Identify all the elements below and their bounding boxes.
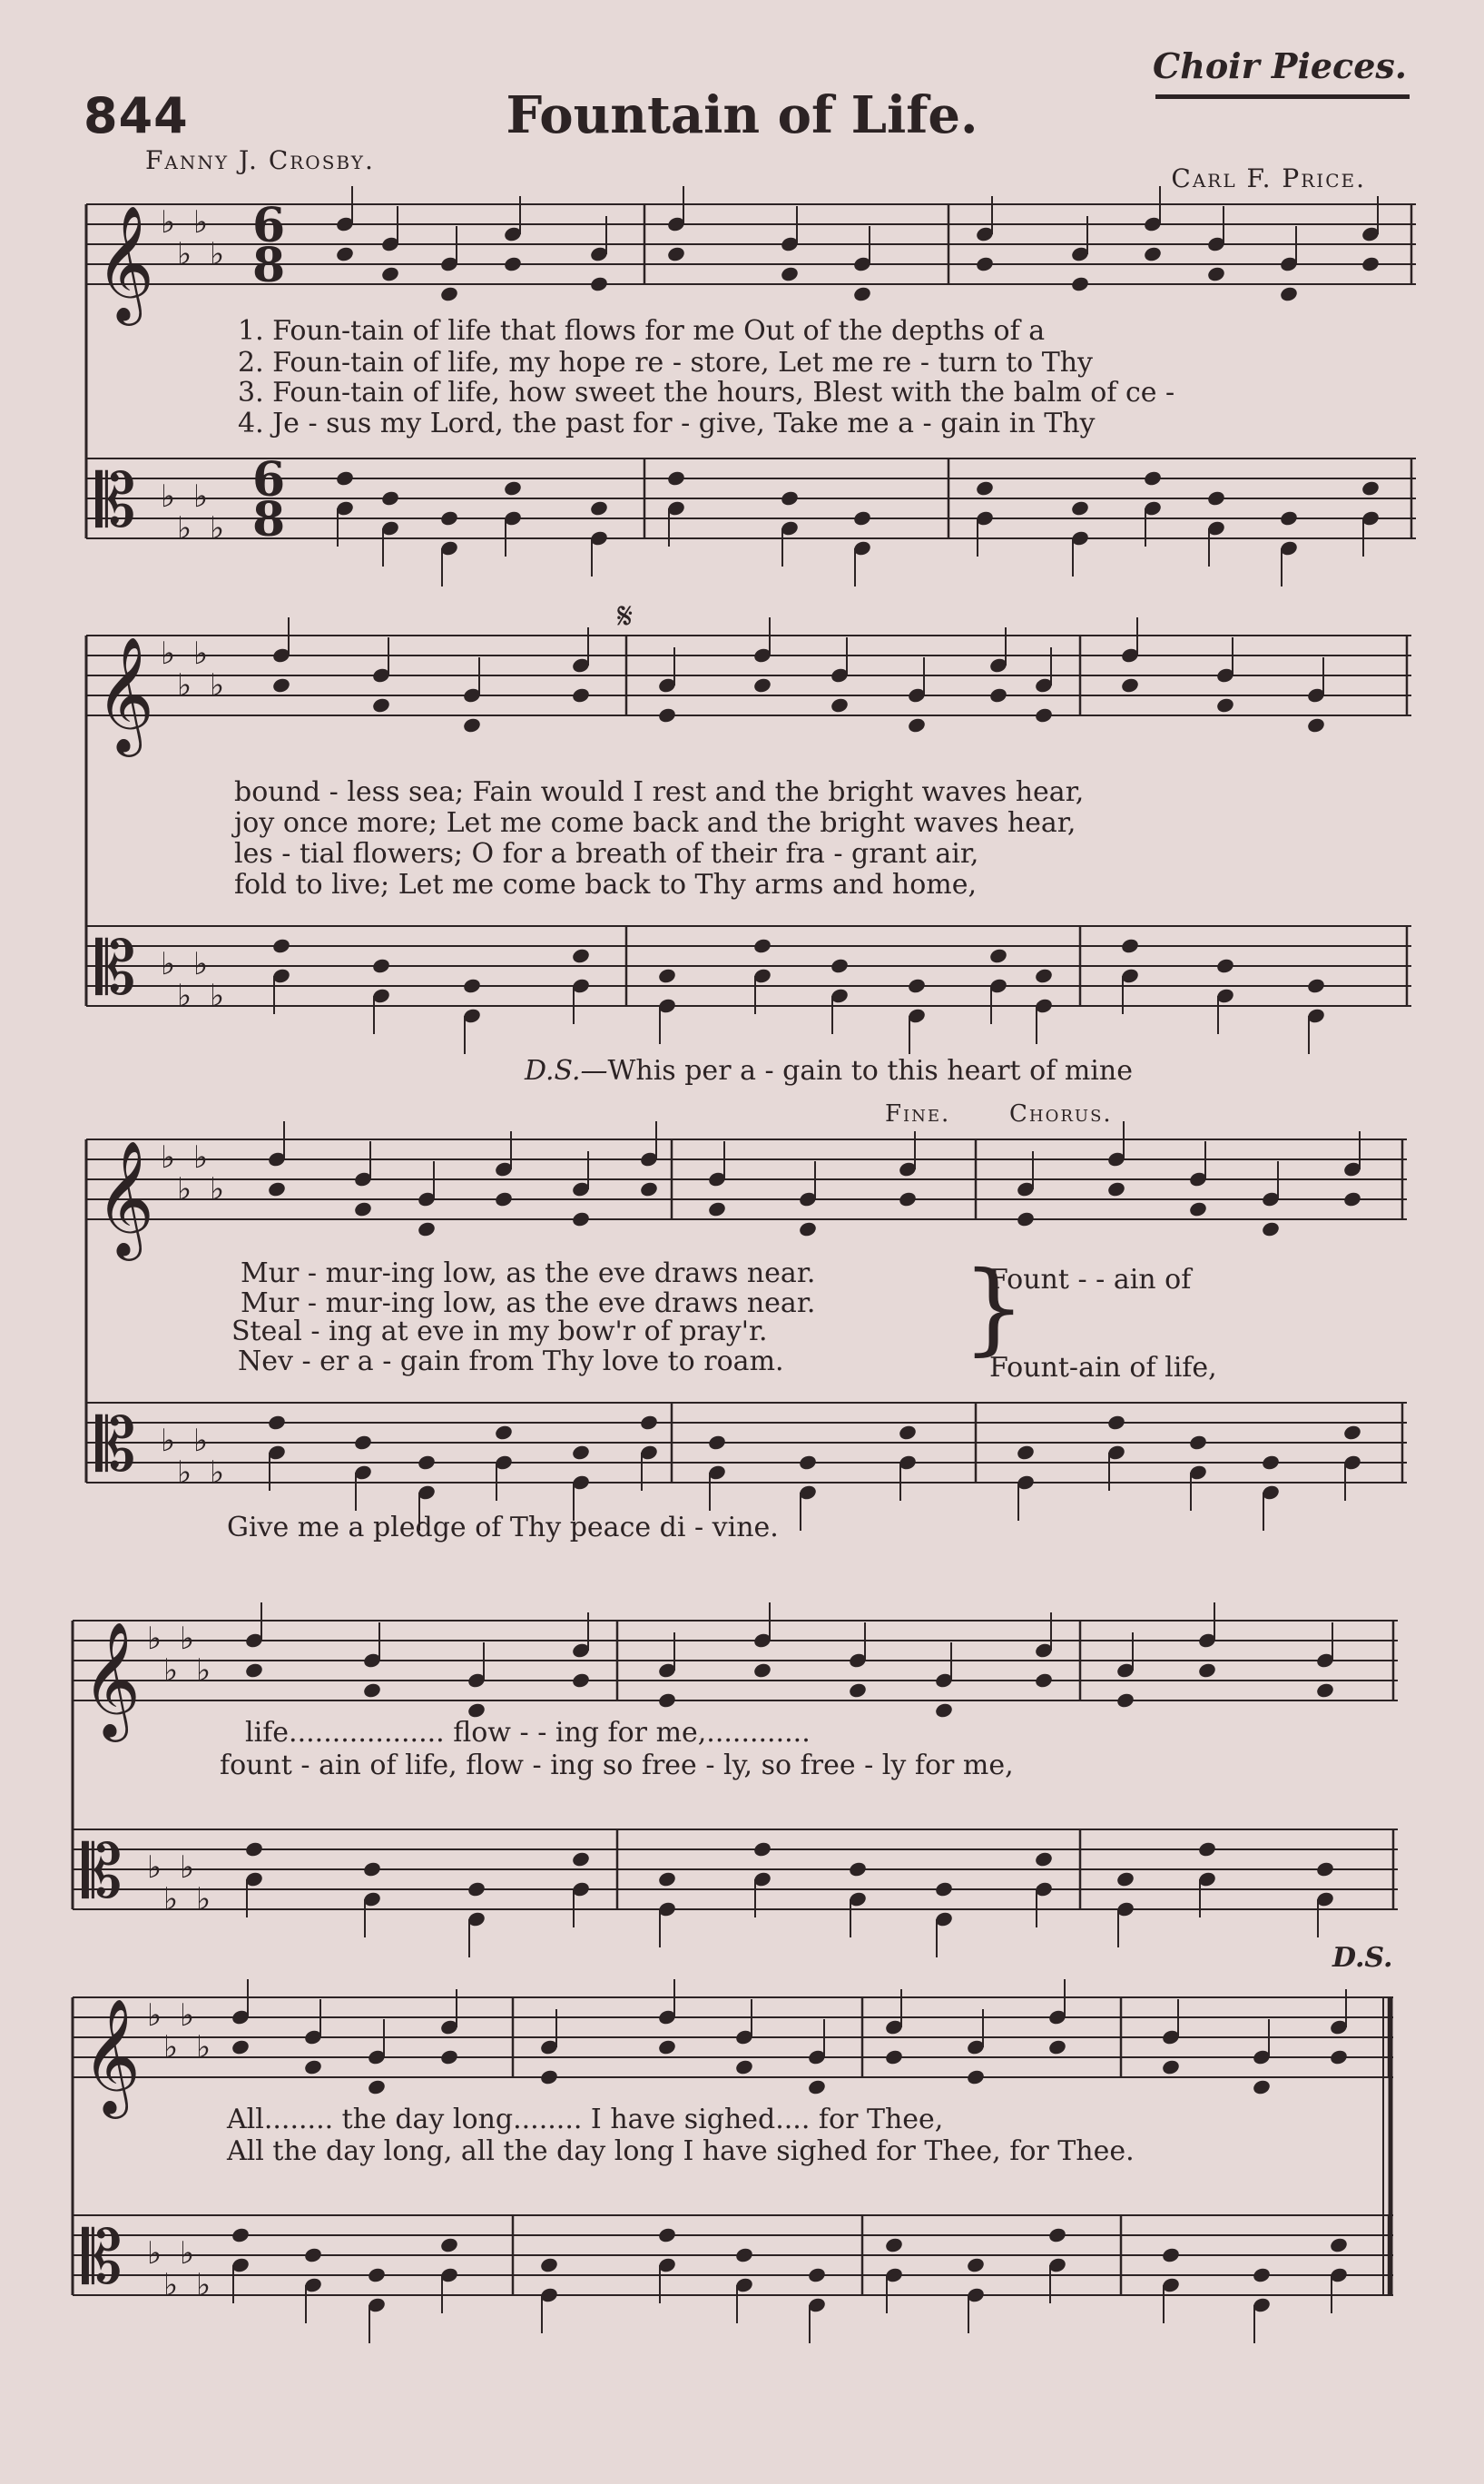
system5-bass-note <box>966 2256 986 2273</box>
system1-bass-note <box>1206 489 1226 507</box>
system4-key-flat: ♭ <box>180 1620 195 1657</box>
system2-treble-note <box>271 676 291 694</box>
system1-key-flat: ♭ <box>210 236 225 272</box>
system4-treble-note <box>1315 1681 1335 1699</box>
system3-treble-note <box>1261 1220 1281 1237</box>
system2-bass-note <box>752 937 772 954</box>
system1-treble-note <box>780 265 800 282</box>
system1-treble-note <box>1361 255 1381 272</box>
system5-bass-note <box>439 2236 459 2253</box>
system3-bass-note <box>1188 1434 1208 1451</box>
system5-bass-note <box>807 2266 827 2283</box>
system4-treble-note <box>934 1701 954 1719</box>
system3-treble-note <box>1342 1190 1362 1208</box>
system4-bass-note <box>1197 1840 1217 1858</box>
system4-bass-note <box>244 1840 264 1858</box>
system2-treble-note <box>462 716 482 734</box>
system5-treble-note <box>439 2048 459 2065</box>
system2-key-flat: ♭ <box>161 945 176 982</box>
system3-key-flat: ♭ <box>210 1454 225 1491</box>
ds-prefix: D.S.— <box>525 1055 608 1087</box>
system1-key-flat: ♭ <box>193 478 209 515</box>
system3-bass-note <box>571 1444 591 1461</box>
system3-treble-note <box>571 1210 591 1227</box>
system4-treble-note <box>657 1691 677 1709</box>
system3-bass-note <box>639 1414 659 1431</box>
system2-bass-note <box>988 947 1008 964</box>
system3-bass-note <box>494 1424 514 1441</box>
system1-bass-note <box>666 469 686 487</box>
lyric-s4-upper: life.................. flow - - ing for me,............ <box>245 1717 811 1749</box>
system3-treble-note <box>1106 1180 1126 1198</box>
composer-credit: Carl F. Price. <box>1171 163 1366 193</box>
system4-bass-note <box>934 1880 954 1898</box>
system5-bass-note <box>1252 2266 1272 2283</box>
system1-treble-note <box>1206 265 1226 282</box>
hymn-title: Fountain of Life. <box>506 85 978 145</box>
system2-bass-note <box>1034 967 1054 984</box>
system3-treble-note <box>1188 1200 1208 1217</box>
system5-treble-note <box>303 2058 323 2075</box>
system2-bass-note <box>657 967 677 984</box>
system2-bass-note <box>1120 937 1140 954</box>
system5-bass-clef: 𝄡 <box>82 2215 123 2300</box>
system2-treble-note <box>830 696 850 714</box>
system4-bass-note <box>467 1880 486 1898</box>
system5-treble-note <box>1161 2058 1181 2075</box>
system1-treble-note <box>975 255 995 272</box>
system3-bass-note <box>353 1434 373 1451</box>
system2-treble-note <box>657 706 677 724</box>
system5-treble-note <box>807 2078 827 2095</box>
system5-treble-note <box>657 2038 677 2055</box>
system2-treble-note <box>907 716 927 734</box>
system2-treble-note <box>571 686 591 704</box>
time-sig-bottom: 8 <box>252 238 286 293</box>
system2-treble-note <box>988 686 1008 704</box>
system2-bass-note <box>1215 957 1235 974</box>
system4-key-flat: ♭ <box>147 1620 162 1657</box>
system4-bass-note <box>752 1840 772 1858</box>
system1-treble-note <box>503 255 523 272</box>
system2-bass-note <box>271 937 291 954</box>
lyric-s4-lower: fount - ain of life, flow - ing so free - ly, so free - ly for me, <box>220 1750 1014 1781</box>
system5-bass-note <box>734 2246 754 2263</box>
system2-treble-note <box>1120 676 1140 694</box>
system3-key-flat: ♭ <box>193 1138 209 1176</box>
system1-treble-note <box>852 285 872 302</box>
system3-treble-note <box>798 1220 818 1237</box>
system5-key-flat: ♭ <box>147 2234 162 2272</box>
system4-treble-clef: 𝄞 <box>82 1621 142 1737</box>
lyric-s3-verse1: Mur - mur-ing low, as the eve draws near. <box>241 1257 816 1289</box>
system1-key-flat: ♭ <box>177 510 192 547</box>
system3-treble-note <box>417 1220 437 1237</box>
system4-key-flat: ♭ <box>147 1848 162 1886</box>
system1-key-flat: ♭ <box>161 203 176 241</box>
system1-key-flat: ♭ <box>193 203 209 241</box>
system3-treble-note <box>639 1180 659 1198</box>
segno-mark: 𝄋 <box>617 596 634 637</box>
ds-lyric-line-2: Give me a pledge of Thy peace di - vine. <box>227 1512 779 1543</box>
system1-treble-note <box>1070 275 1090 292</box>
ds-end-mark: D.S. <box>1332 1942 1393 1974</box>
system5-treble-clef: 𝄞 <box>82 1997 142 2114</box>
system4-key-flat: ♭ <box>163 1881 179 1917</box>
system4-treble-note <box>244 1661 264 1679</box>
system2-key-flat: ♭ <box>161 635 176 672</box>
system1-bass-note <box>380 489 400 507</box>
system4-treble-note <box>571 1671 591 1689</box>
system1-bass-note <box>503 479 523 497</box>
system3-bass-clef: 𝄡 <box>95 1403 136 1487</box>
system5-treble-note <box>734 2058 754 2075</box>
system4-treble-note <box>1115 1691 1135 1709</box>
system4-treble-note <box>848 1681 868 1699</box>
system5-bass-note <box>303 2246 323 2263</box>
system1-treble-note <box>666 245 686 262</box>
system5-key-flat: ♭ <box>180 1996 195 2034</box>
system5-treble-note <box>884 2048 904 2065</box>
system4-bass-note <box>1034 1850 1054 1868</box>
system2-key-flat: ♭ <box>193 635 209 672</box>
system4-bass-note <box>848 1860 868 1878</box>
system2-bass-clef: 𝄡 <box>95 926 136 1010</box>
system4-key-flat: ♭ <box>163 1652 179 1689</box>
system2-key-flat: ♭ <box>193 945 209 982</box>
system3-bass-note <box>1261 1454 1281 1471</box>
system1-bass-note <box>1070 499 1090 517</box>
system1-treble-note <box>380 265 400 282</box>
system5-treble-note <box>1252 2078 1272 2095</box>
system3-bass-note <box>1342 1424 1362 1441</box>
system2-bass-note <box>1306 977 1326 994</box>
system3-key-flat: ♭ <box>193 1422 209 1459</box>
system2-bass-note <box>462 977 482 994</box>
ds-lyric-line-1 <box>525 1055 1133 1087</box>
system5-treble-note <box>231 2038 251 2055</box>
system3-key-flat: ♭ <box>177 1454 192 1491</box>
system1-bass-note <box>335 469 355 487</box>
system5-key-flat: ♭ <box>163 2267 179 2303</box>
system4-treble-note <box>752 1661 772 1679</box>
system4-bass-note <box>657 1870 677 1888</box>
chorus-lyric-lower: Fount-ain of life, <box>989 1352 1217 1384</box>
lyric-s1-verse1: 1. Foun-tain of life that flows for me Out of the depths of a <box>238 315 1046 347</box>
system1-treble-note <box>1279 285 1299 302</box>
system5-treble-note <box>539 2068 559 2085</box>
time-sig-top: 6 <box>252 198 286 253</box>
system3-treble-note <box>267 1180 287 1198</box>
system5-bass-note <box>657 2226 677 2243</box>
lyric-s1-verse3: 3. Foun-tain of life, how sweet the hours, Blest with the balm of ce - <box>238 377 1175 409</box>
system1-bass-note <box>780 489 800 507</box>
system4-key-flat: ♭ <box>180 1848 195 1886</box>
system1-bass-note <box>439 509 459 527</box>
system3-bass-note <box>267 1414 287 1431</box>
system5-bass-note <box>1329 2236 1349 2253</box>
system4-bass-clef: 𝄡 <box>82 1829 123 1914</box>
system5-key-flat: ♭ <box>180 2234 195 2272</box>
author-credit: Fanny J. Crosby. <box>145 145 375 175</box>
time-sig-bottom: 8 <box>252 492 286 547</box>
system3-bass-note <box>417 1454 437 1471</box>
system5-key-flat: ♭ <box>163 2029 179 2065</box>
system2-treble-clef: 𝄞 <box>95 636 155 752</box>
system3-treble-note <box>353 1200 373 1217</box>
system1-bass-note <box>975 479 995 497</box>
system4-bass-note <box>571 1850 591 1868</box>
system2-treble-note <box>1306 716 1326 734</box>
system3-bass-note <box>1016 1444 1036 1461</box>
system1-key-flat: ♭ <box>210 510 225 547</box>
system3-bass-note <box>707 1434 727 1451</box>
system4-treble-note <box>1034 1671 1054 1689</box>
system4-treble-note <box>362 1681 382 1699</box>
ds-lyric-text-1: Whis per a - gain to this heart of mine <box>607 1055 1133 1087</box>
system1-bass-note <box>1143 469 1163 487</box>
system3-treble-note <box>494 1190 514 1208</box>
system2-treble-note <box>1034 706 1054 724</box>
system4-treble-note <box>1197 1661 1217 1679</box>
lyric-s3-verse3: Steal - ing at eve in my bow'r of pray'r. <box>231 1316 768 1347</box>
system4-bass-note <box>362 1860 382 1878</box>
system5-key-flat: ♭ <box>147 1996 162 2034</box>
system4-bass-note <box>1115 1870 1135 1888</box>
lyric-s5-upper: All........ the day long........ I have sighed.... for Thee, <box>227 2104 944 2135</box>
system3-bass-note <box>798 1454 818 1471</box>
system1-bass-note <box>852 509 872 527</box>
system1-treble-note <box>1143 245 1163 262</box>
system5-key-flat: ♭ <box>196 2267 211 2303</box>
system2-key-flat: ♭ <box>177 667 192 704</box>
system4-bass-note <box>1315 1860 1335 1878</box>
fine-mark: Fine. <box>885 1100 951 1128</box>
lyric-s1-verse4: 4. Je - sus my Lord, the past for - give, Take me a - gain in Thy <box>238 408 1096 439</box>
system2-key-flat: ♭ <box>210 978 225 1014</box>
system1-treble-note <box>589 275 609 292</box>
lyric-s5-lower: All the day long, all the day long I have sighed for Thee, for Thee. <box>227 2135 1135 2167</box>
system1-bass-note <box>589 499 609 517</box>
system4-key-flat: ♭ <box>196 1652 211 1689</box>
system1-treble-clef: 𝄞 <box>95 204 155 320</box>
system3-treble-note <box>898 1190 918 1208</box>
system2-treble-note <box>371 696 391 714</box>
system2-bass-note <box>907 977 927 994</box>
system1-treble-note <box>335 245 355 262</box>
system5-bass-note <box>367 2266 387 2283</box>
verse-brace: } <box>962 1249 1026 1365</box>
system2-bass-note <box>371 957 391 974</box>
system2-bass-note <box>830 957 850 974</box>
system2-treble-note <box>752 676 772 694</box>
lyric-s2-verse1: bound - less sea; Fain would I rest and the bright waves hear, <box>234 776 1085 808</box>
system3-treble-clef: 𝄞 <box>95 1139 155 1256</box>
system5-bass-note <box>1047 2226 1067 2243</box>
lyric-s1-verse2: 2. Foun-tain of life, my hope re - store, Let me re - turn to Thy <box>238 347 1093 379</box>
system1-bass-clef: 𝄡 <box>95 458 136 543</box>
system3-key-flat: ♭ <box>177 1171 192 1208</box>
system3-key-flat: ♭ <box>161 1422 176 1459</box>
time-sig-top: 6 <box>252 452 286 508</box>
system2-key-flat: ♭ <box>210 667 225 704</box>
lyric-s2-verse4: fold to live; Let me come back to Thy arms and home, <box>234 869 978 901</box>
lyric-s3-verse4: Nev - er a - gain from Thy love to roam. <box>238 1346 784 1377</box>
system3-key-flat: ♭ <box>210 1171 225 1208</box>
system5-key-flat: ♭ <box>196 2029 211 2065</box>
system1-bass-note <box>1361 479 1381 497</box>
system5-bass-note <box>539 2256 559 2273</box>
system5-treble-note <box>966 2068 986 2085</box>
system1-bass-note <box>1279 509 1299 527</box>
system5-bass-note <box>884 2236 904 2253</box>
system3-key-flat: ♭ <box>161 1138 176 1176</box>
system5-bass-note <box>231 2226 251 2243</box>
chorus-mark: Chorus. <box>1009 1100 1113 1128</box>
system5-treble-note <box>1047 2038 1067 2055</box>
lyric-s3-verse2: Mur - mur-ing low, as the eve draws near. <box>241 1287 816 1319</box>
system3-treble-note <box>707 1200 727 1217</box>
system3-bass-note <box>898 1424 918 1441</box>
chorus-lyric-upper: Fount - - ain of <box>989 1264 1192 1296</box>
lyric-s2-verse3: les - tial flowers; O for a breath of their fra - grant air, <box>234 838 979 870</box>
system2-treble-note <box>1215 696 1235 714</box>
system3-treble-note <box>1016 1210 1036 1227</box>
system2-bass-note <box>571 947 591 964</box>
system4-key-flat: ♭ <box>196 1881 211 1917</box>
hymn-number: 844 <box>84 87 189 144</box>
system1-key-flat: ♭ <box>161 478 176 515</box>
system1-treble-note <box>439 285 459 302</box>
lyric-s2-verse2: joy once more; Let me come back and the bright waves hear, <box>234 807 1076 839</box>
system5-treble-note <box>367 2078 387 2095</box>
system5-bass-note <box>1161 2246 1181 2263</box>
system1-key-flat: ♭ <box>177 236 192 272</box>
section-heading: Choir Pieces. <box>1152 45 1407 86</box>
system5-treble-note <box>1329 2048 1349 2065</box>
system2-key-flat: ♭ <box>177 978 192 1014</box>
system3-bass-note <box>1106 1414 1126 1431</box>
